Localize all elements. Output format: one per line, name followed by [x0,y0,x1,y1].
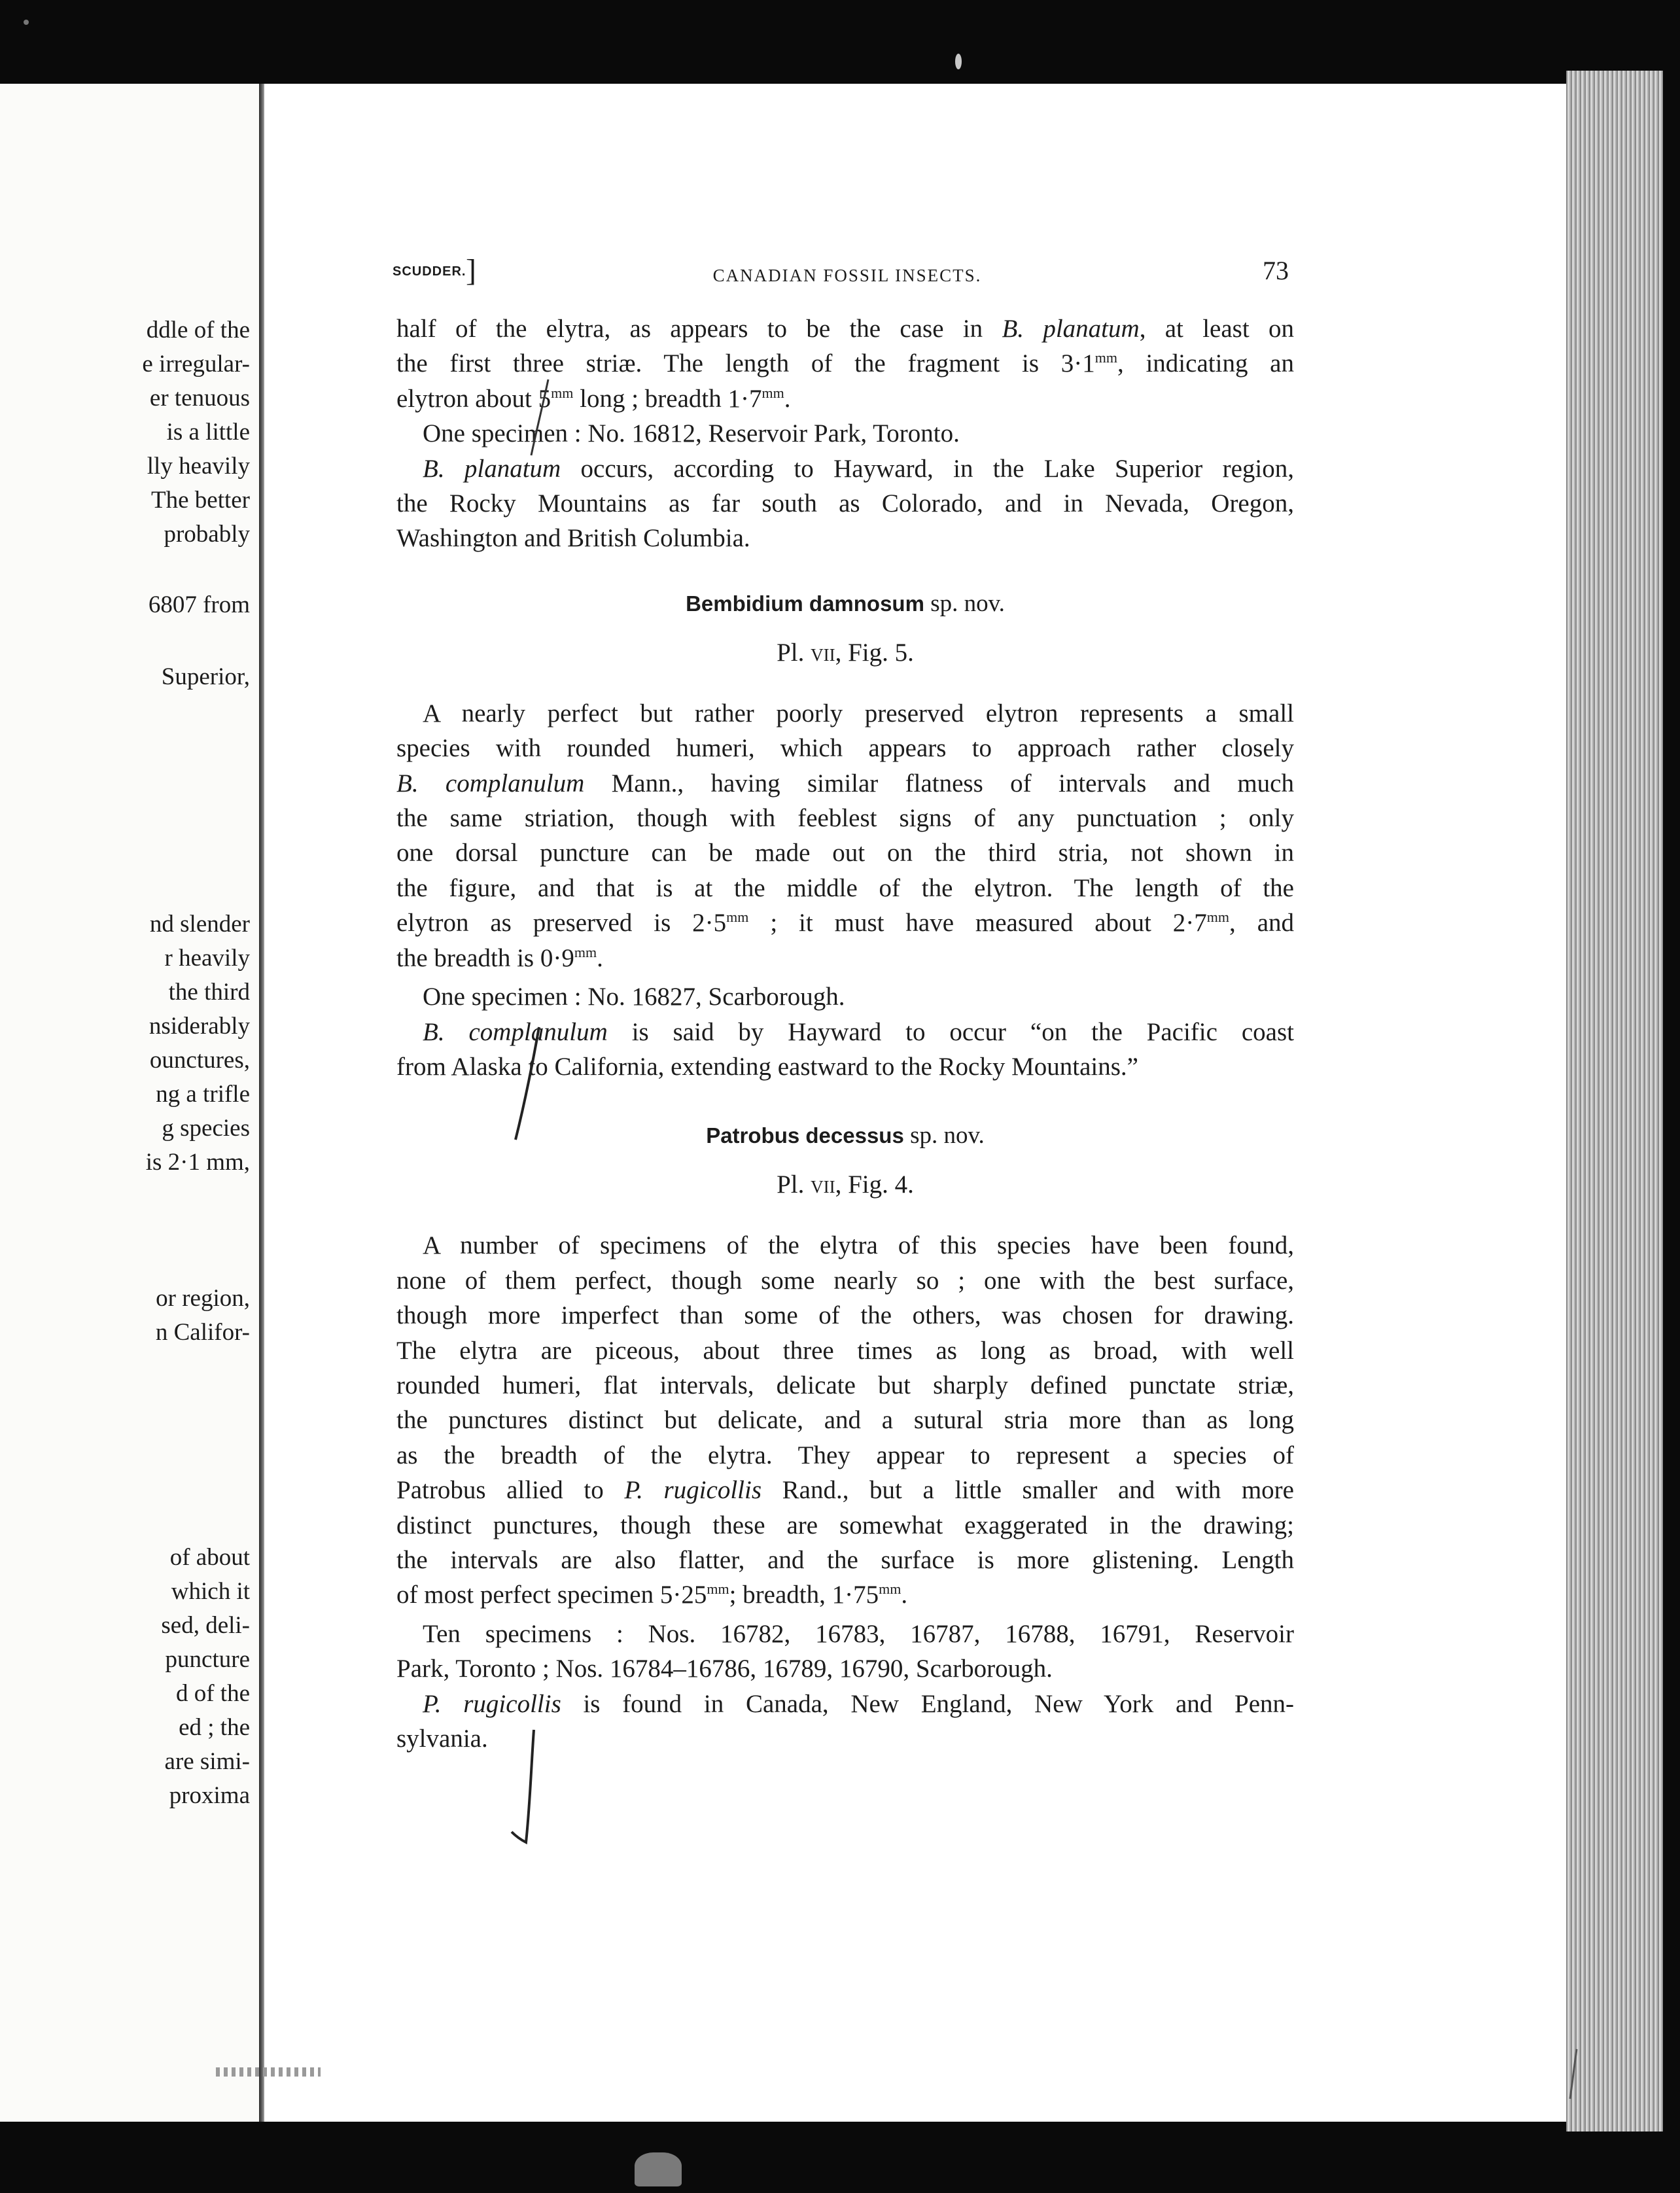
text-line: Patrobus allied to P. rugicollis Rand., but a little smaller and with more [396,1476,1294,1505]
left-page-line: Superior, [161,663,250,690]
text-line: half of the elytra, as appears to be the case in B. planatum, at least on [396,315,1294,343]
left-page-line: 6807 from [148,591,250,618]
left-page-line: sed, deli- [161,1612,250,1639]
text-line: The elytra are piceous, about three times as long as broad, with well [396,1336,1294,1365]
left-page-line: or region, [156,1285,250,1312]
text-line: the first three striæ. The length of the fragment is $3\cdot 1^{mm}$, indicating an [396,349,1294,378]
left-page-line: is 2·1 mm, [145,1149,250,1176]
running-head [393,255,1302,294]
left-page-line: g species [162,1115,250,1142]
text-line: elytron as preserved is $2\cdot 5^{mm}$ ; it must have measured about $2\cdot 7^{mm}$, and [396,909,1294,938]
text-line: the same striation, though with feeblest signs of any punctuation ; only [396,804,1294,833]
text-line: one dorsal puncture can be made out on the third stria, not shown in [396,839,1294,868]
left-page-line: e irregular- [142,351,250,377]
left-page-line: r heavily [164,945,250,972]
scan-speck [24,20,29,25]
text-line: the intervals are also flatter, and the surface is more glistening. Length [396,1545,1294,1574]
text-line: as the breadth of the elytra. They appear to represent a species of [396,1441,1294,1469]
left-page-line: n Califor- [155,1319,250,1346]
text-line: from Alaska to California, extending eastward to the Rocky Mountains.” [396,1052,1138,1081]
left-page-line: d of the [175,1680,250,1707]
text-line: B. planatum occurs, according to Hayward, in the Lake Superior region, [423,454,1294,483]
left-facing-page [0,84,263,2122]
page-number: 73 [1263,256,1289,285]
text-line: B. complanulum Mann., having similar flatness of intervals and much [396,769,1294,798]
text-line: B. complanulum is said by Hayward to occur “on the Pacific coast [423,1017,1294,1046]
binding-edge-marks [216,2067,321,2077]
left-page-line: of about [169,1544,250,1571]
specimen-line: One specimen : No. 16812, Reservoir Park, Toronto. [423,419,960,448]
left-page-line: probably [164,521,250,548]
left-page-line: ed ; the [179,1714,250,1741]
scan-speck [635,2152,682,2186]
pencil-mark [529,378,555,457]
left-page-line: The better [151,487,250,514]
left-page-line: lly heavily [147,453,250,480]
left-page-line: ounctures, [149,1047,250,1074]
text-line: sylvania. [396,1725,488,1753]
left-page-line: er tenuous [149,385,250,412]
text-line: species with rounded humeri, which appears to approach rather closely [396,734,1294,763]
scan-speck [955,54,962,69]
left-page-line: nsiderably [149,1013,250,1040]
text-line: distinct punctures, though these are somewhat exaggerated in the drawing; [396,1511,1294,1539]
text-line: P. rugicollis is found in Canada, New England, New York and Penn- [423,1689,1294,1718]
specimen-line: Park, Toronto ; Nos. 16784–16786, 16789, 16790, Scarborough. [396,1655,1053,1683]
text-line: though more imperfect than some of the others, was chosen for drawing. [396,1301,1294,1330]
pencil-mark [508,1727,547,1845]
text-line: Washington and British Columbia. [396,524,750,553]
specimen-line: Ten specimens : Nos. 16782, 16783, 16787, 16788, 16791, Reservoir [423,1619,1294,1648]
left-page-line: are simi- [164,1748,250,1775]
species-heading: Patrobus decessus sp. nov. [706,1122,985,1149]
text-line: the breadth is $0\cdot 9^{mm}$. [396,943,603,972]
left-page-line: nd slender [149,911,250,938]
text-line: of most perfect specimen $5\cdot 25^{mm}$; breadth, $1\cdot 75^{mm}$. [396,1581,908,1609]
left-page-line: the third [168,979,250,1006]
text-line: none of them perfect, though some nearly so ; one with the best surface, [396,1266,1294,1295]
left-page-line: ddle of the [146,317,250,343]
page-edges [1566,71,1663,2132]
specimen-line: One specimen : No. 16827, Scarborough. [423,983,845,1011]
pencil-mark [510,1025,550,1142]
left-page-line: proxima [169,1782,250,1809]
plate-reference: Pl. vii, Fig. 4. [777,1170,914,1199]
left-page-line: puncture [165,1646,250,1673]
left-page-line: ng a trifle [156,1081,250,1108]
text-line: the Rocky Mountains as far south as Colorado, and in Nevada, Oregon, [396,489,1294,518]
left-page-line: is a little [166,419,250,446]
text-line: rounded humeri, flat intervals, delicate but sharply defined punctate striæ, [396,1371,1294,1399]
left-page-line: which it [171,1578,250,1605]
running-head-author: SCUDDER. [393,264,466,279]
text-line: A nearly perfect but rather poorly preserved elytron represents a small [423,699,1294,728]
pencil-mark [1567,2048,1578,2100]
text-line: A number of specimens of the elytra of this species have been found, [423,1231,1294,1260]
plate-reference: Pl. vii, Fig. 5. [777,638,914,667]
running-head-bracket: ] [466,253,476,288]
running-head-title: CANADIAN FOSSIL INSECTS. [712,266,982,285]
text-line: the figure, and that is at the middle of the elytron. The length of the [396,873,1294,902]
species-heading: Bembidium damnosum sp. nov. [686,589,1005,617]
text-line: elytron about $5^{mm}$ long ; breadth $1\cdot 7^{mm}$. [396,384,791,413]
text-line: the punctures distinct but delicate, and a sutural stria more than as long [396,1406,1294,1435]
left-page-text [0,84,263,2122]
